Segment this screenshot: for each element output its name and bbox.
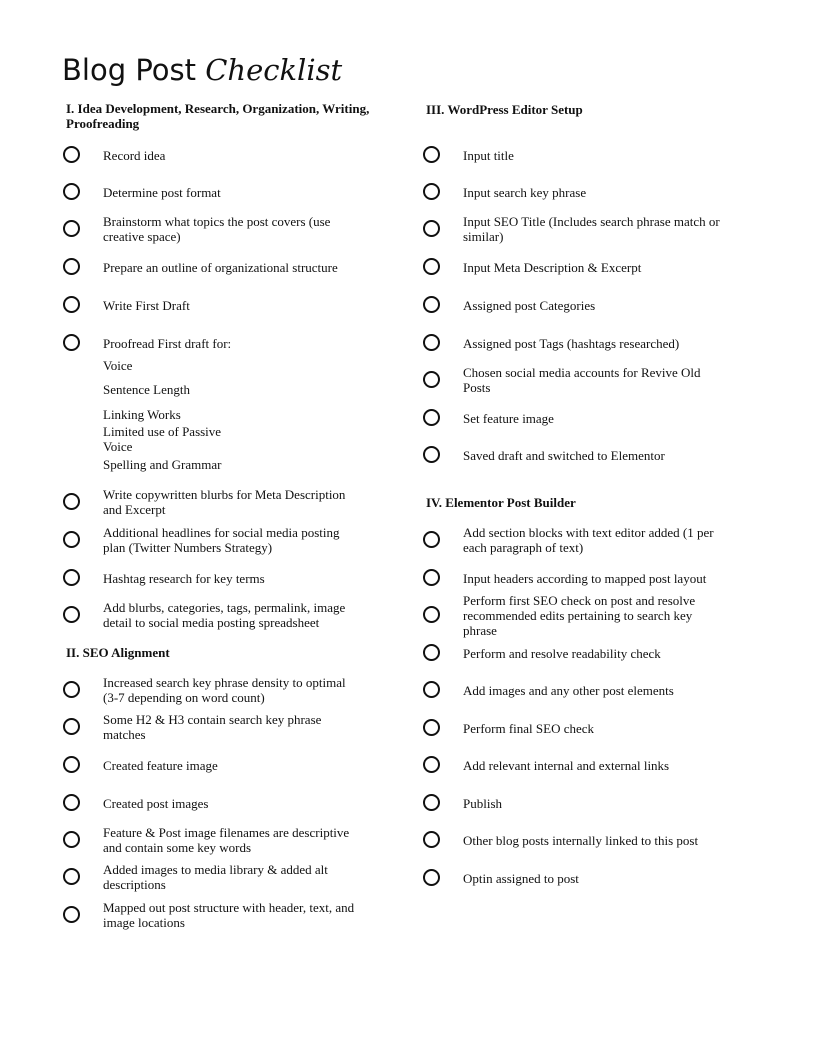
checklist-item-label: Posts: [463, 380, 491, 395]
checklist-item-label: Input SEO Title (Includes search phrase match or: [463, 214, 720, 229]
section-heading-elementor-post-builder: IV. Elementor Post Builder: [426, 495, 576, 510]
checkbox-circle[interactable]: [63, 794, 80, 811]
proofread-point: Spelling and Grammar: [103, 457, 222, 472]
checklist-item-label: Assigned post Tags (hashtags researched): [463, 335, 680, 351]
proofread-point: Voice: [103, 439, 133, 454]
section-heading-wordpress-editor-setup: III. WordPress Editor Setup: [426, 102, 583, 117]
checklist-item-label: Saved draft and switched to Elementor: [463, 447, 665, 463]
checklist-item-label: Write First Draft: [103, 297, 190, 313]
checklist-item-label: Add images and any other post elements: [463, 682, 674, 698]
checkbox-circle[interactable]: [423, 258, 440, 275]
checklist-item-label: Proofread First draft for:: [103, 335, 232, 351]
checklist-item-label: Determine post format: [103, 184, 221, 200]
checklist-item-label: Created post images: [103, 795, 209, 811]
checkbox-circle[interactable]: [63, 258, 80, 275]
checkbox-circle[interactable]: [423, 681, 440, 698]
checklist-item-label: Input title: [463, 147, 514, 163]
checkbox-circle[interactable]: [63, 681, 80, 698]
checklist-item-label: Set feature image: [463, 410, 554, 426]
checklist-item-label: Mapped out post structure with header, text, and: [103, 900, 355, 915]
title-part-1: Blog Post: [62, 53, 206, 87]
checkbox-circle[interactable]: [423, 831, 440, 848]
proofread-point: Sentence Length: [103, 382, 190, 397]
checkbox-circle[interactable]: [63, 756, 80, 773]
checkbox-circle[interactable]: [63, 220, 80, 237]
checklist-item-label: Assigned post Categories: [463, 297, 596, 313]
checklist-item-label: Optin assigned to post: [463, 870, 579, 886]
checkbox-circle[interactable]: [423, 531, 440, 548]
checkbox-circle[interactable]: [423, 756, 440, 773]
checklist-item-label: Some H2 & H3 contain search key phrase: [103, 712, 322, 727]
checklist-item-label: (3-7 depending on word count): [103, 690, 265, 705]
checkbox-circle[interactable]: [63, 868, 80, 885]
checklist-item-label: Add blurbs, categories, tags, permalink, image: [103, 600, 346, 615]
checkbox-circle[interactable]: [63, 569, 80, 586]
checkbox-circle[interactable]: [423, 644, 440, 661]
checklist-item-label: Perform first SEO check on post and resolve: [463, 592, 696, 608]
checklist-item-label: Add section blocks with text editor added (1 per: [463, 525, 714, 540]
checkbox-circle[interactable]: [63, 906, 80, 923]
checklist-item-label: matches: [103, 727, 146, 742]
checklist-item-label: Input Meta Description & Excerpt: [463, 259, 642, 275]
checklist-item-label: Perform final SEO check: [463, 720, 595, 736]
checklist-item-label: Additional headlines for social media posting: [103, 525, 340, 540]
checkbox-circle[interactable]: [423, 371, 440, 388]
checklist-item-label: and Excerpt: [103, 502, 166, 517]
checkbox-circle[interactable]: [423, 409, 440, 426]
page-title: [62, 52, 342, 89]
checklist-item-label: Prepare an outline of organizational structure: [103, 259, 338, 275]
checkbox-circle[interactable]: [63, 531, 80, 548]
checkbox-circle[interactable]: [423, 606, 440, 623]
heading-line: Proofreading: [66, 116, 140, 131]
checklist-item-label: Publish: [463, 795, 503, 811]
checkbox-circle[interactable]: [63, 146, 80, 163]
checklist-item-label: Other blog posts internally linked to this post: [463, 832, 699, 848]
checklist-item-label: Added images to media library & added alt: [103, 862, 328, 877]
checkbox-circle[interactable]: [423, 569, 440, 586]
checklist-item-label: Increased search key phrase density to optimal: [103, 675, 346, 690]
checklist-item-label: detail to social media posting spreadsheet: [103, 615, 320, 630]
checkbox-circle[interactable]: [423, 183, 440, 200]
checklist-item-label: image locations: [103, 915, 185, 930]
checklist-item-label: descriptions: [103, 877, 166, 892]
checklist-item-label: Brainstorm what topics the post covers (use: [103, 214, 331, 229]
checklist-item-label: Chosen social media accounts for Revive Old: [463, 365, 701, 380]
checklist-item-label: Perform and resolve readability check: [463, 645, 661, 661]
checkbox-circle[interactable]: [423, 869, 440, 886]
checkbox-circle[interactable]: [63, 296, 80, 313]
checkbox-circle[interactable]: [63, 493, 80, 510]
title-part-2: Checklist: [205, 53, 343, 87]
checklist-item-label: creative space): [103, 229, 181, 244]
checkbox-circle[interactable]: [63, 718, 80, 735]
checklist-item-label: Add relevant internal and external links: [463, 757, 670, 773]
checkbox-circle[interactable]: [423, 296, 440, 313]
checklist-item-label: similar): [463, 229, 504, 244]
checkbox-circle[interactable]: [63, 334, 80, 351]
checkbox-circle[interactable]: [423, 334, 440, 351]
checkbox-circle[interactable]: [63, 606, 80, 623]
checklist-item-label: Write copywritten blurbs for Meta Description: [103, 487, 346, 502]
checklist-item-label: Input headers according to mapped post layout: [463, 570, 707, 586]
proofread-point: Linking Works: [103, 407, 181, 422]
heading-line: I. Idea Development, Research, Organization, Writing,: [66, 101, 370, 116]
section-heading-seo-alignment: II. SEO Alignment: [66, 645, 170, 660]
checklist-item-label: Feature & Post image filenames are descriptive: [103, 825, 350, 840]
checkbox-circle[interactable]: [423, 719, 440, 736]
checklist-item-label: and contain some key words: [103, 840, 252, 855]
checklist-item-label: Input search key phrase: [463, 184, 587, 200]
checklist-item-label: Record idea: [103, 147, 166, 163]
checkbox-circle[interactable]: [63, 831, 80, 848]
checklist-item-label: each paragraph of text): [463, 540, 584, 555]
section-heading-idea-development: [66, 101, 411, 131]
checkbox-circle[interactable]: [423, 146, 440, 163]
checkbox-circle[interactable]: [63, 183, 80, 200]
checklist-item-label: Hashtag research for key terms: [103, 570, 265, 586]
proofread-point: Limited use of Passive: [103, 424, 222, 439]
checkbox-circle[interactable]: [423, 220, 440, 237]
checklist-item-label: recommended edits pertaining to search key: [463, 607, 693, 623]
checkbox-circle[interactable]: [423, 794, 440, 811]
checklist-item-label: Created feature image: [103, 757, 218, 773]
checkbox-circle[interactable]: [423, 446, 440, 463]
checklist-item-label: phrase: [463, 622, 497, 638]
checklist-item-label: plan (Twitter Numbers Strategy): [103, 540, 273, 555]
proofread-point: Voice: [103, 358, 133, 373]
